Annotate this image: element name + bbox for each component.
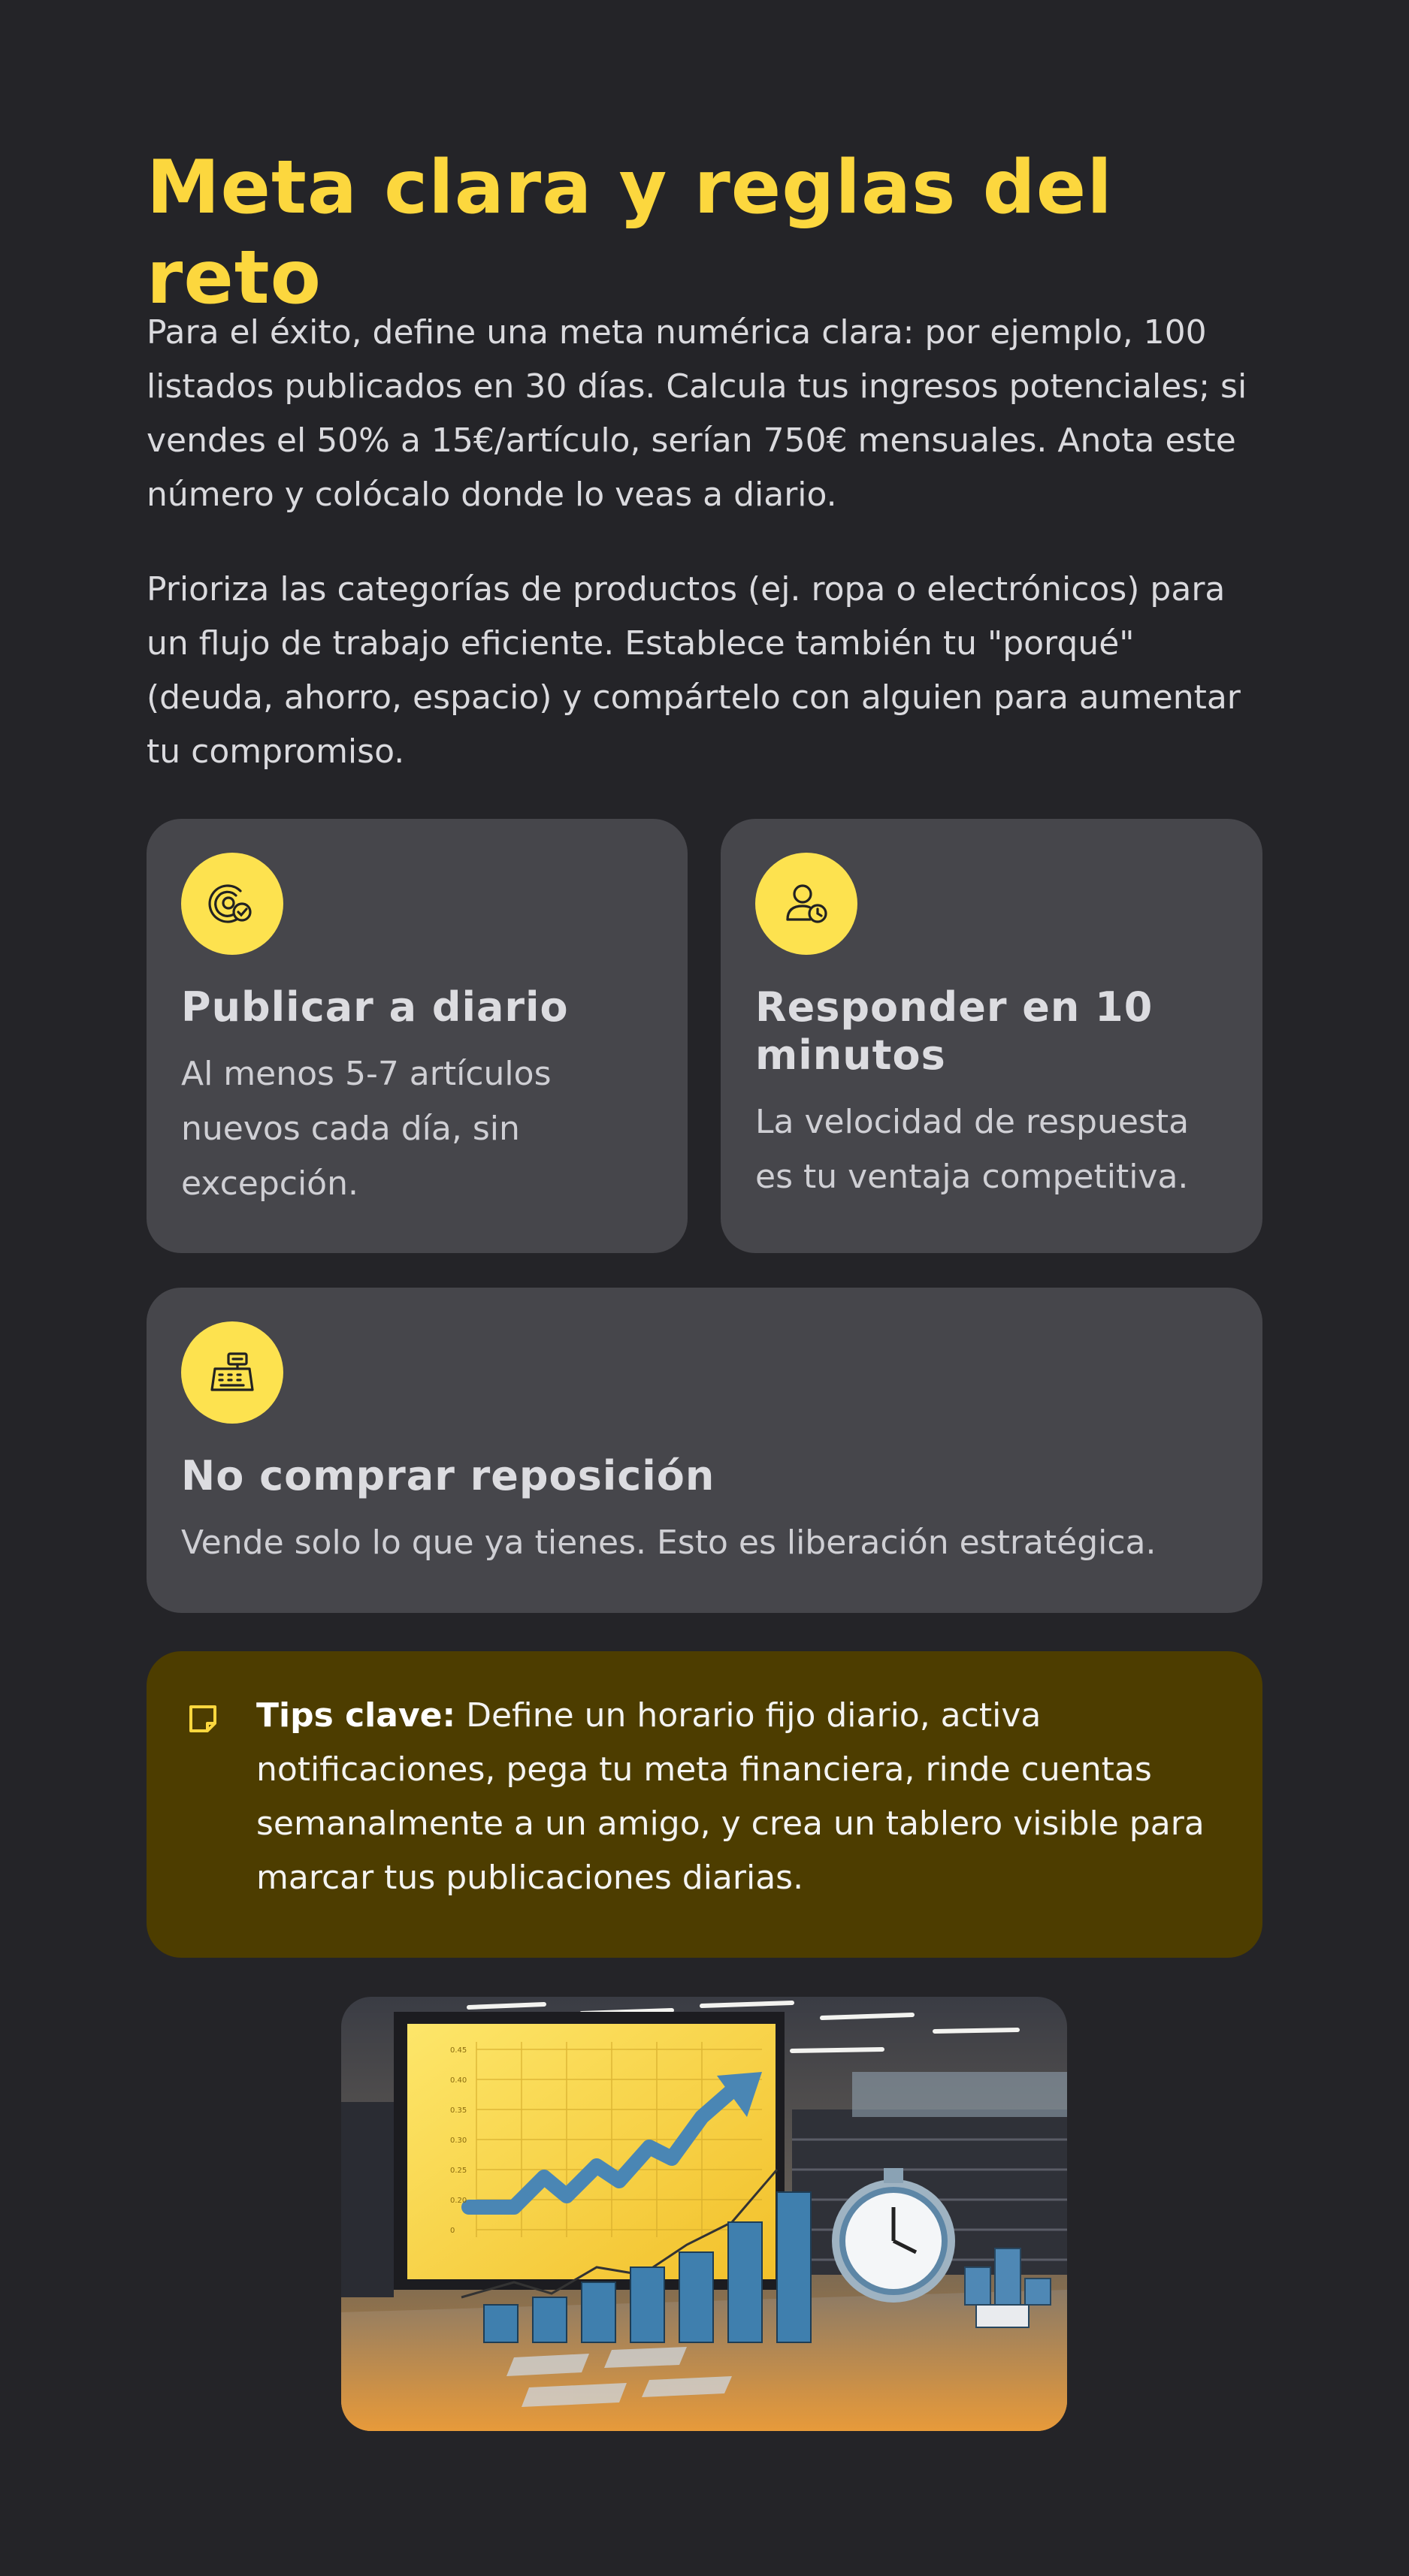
tip-text [256, 1689, 1217, 1905]
tip-label: Tips clave: [256, 1696, 456, 1735]
intro-paragraph: Para el éxito, define una meta numérica clara: por ejemplo, 100 listados publicados en 30 días. Calcula tus ingresos potenciales; si vendes el 50% a 15€/artículo, serían 750€ mensuales. Anota este número y colócalo donde lo veas a diario. [147, 313, 1247, 514]
card-title: Responder en 10 minutos [755, 983, 1154, 1079]
illustration-tick-label: 0 [450, 2227, 455, 2235]
illustration-tick-label: 0.45 [450, 2046, 467, 2055]
target-check-icon [181, 853, 283, 955]
growth-illustration [341, 1997, 1067, 2431]
card-title: Publicar a diario [181, 983, 569, 1031]
illustration-tick-label: 0.20 [450, 2197, 467, 2205]
rule-card-no-restock [147, 1288, 1262, 1613]
note-icon [186, 1702, 219, 1735]
card-text: La velocidad de respuesta es tu ventaja competitiva. [755, 1103, 1190, 1196]
illustration-tick-label: 0.40 [450, 2076, 467, 2085]
illustration-tick-label: 0.25 [450, 2167, 467, 2175]
illustration-tick-label: 0.35 [450, 2106, 467, 2115]
rule-card-respond-fast [721, 819, 1262, 1253]
cash-register-icon [181, 1321, 283, 1424]
rule-card-publish-daily [147, 819, 688, 1253]
growth-chart-image [341, 1997, 1067, 2431]
user-clock-icon [755, 853, 857, 955]
page-title: Meta clara y reglas del reto [147, 145, 1113, 321]
card-text: Vende solo lo que ya tienes. Esto es liberación estratégica. [181, 1524, 1157, 1562]
card-text: Al menos 5-7 artículos nuevos cada día, sin excepción. [181, 1055, 552, 1203]
card-title: No comprar reposición [181, 1452, 715, 1499]
tip-body: Define un horario fijo diario, activa notificaciones, pega tu meta financiera, rinde cuentas semanalmente a un amigo, y crea un tablero visible para marcar tus publicaciones diarias. [256, 1696, 1205, 1897]
tips-callout [147, 1651, 1262, 1958]
priority-paragraph: Prioriza las categorías de productos (ej. ropa o electrónicos) para un flujo de trabajo eficiente. Establece también tu "porqué" (deuda, ahorro, espacio) y compártelo con alguien para aumentar tu compromiso. [147, 570, 1241, 771]
illustration-tick-label: 0.30 [450, 2137, 467, 2145]
